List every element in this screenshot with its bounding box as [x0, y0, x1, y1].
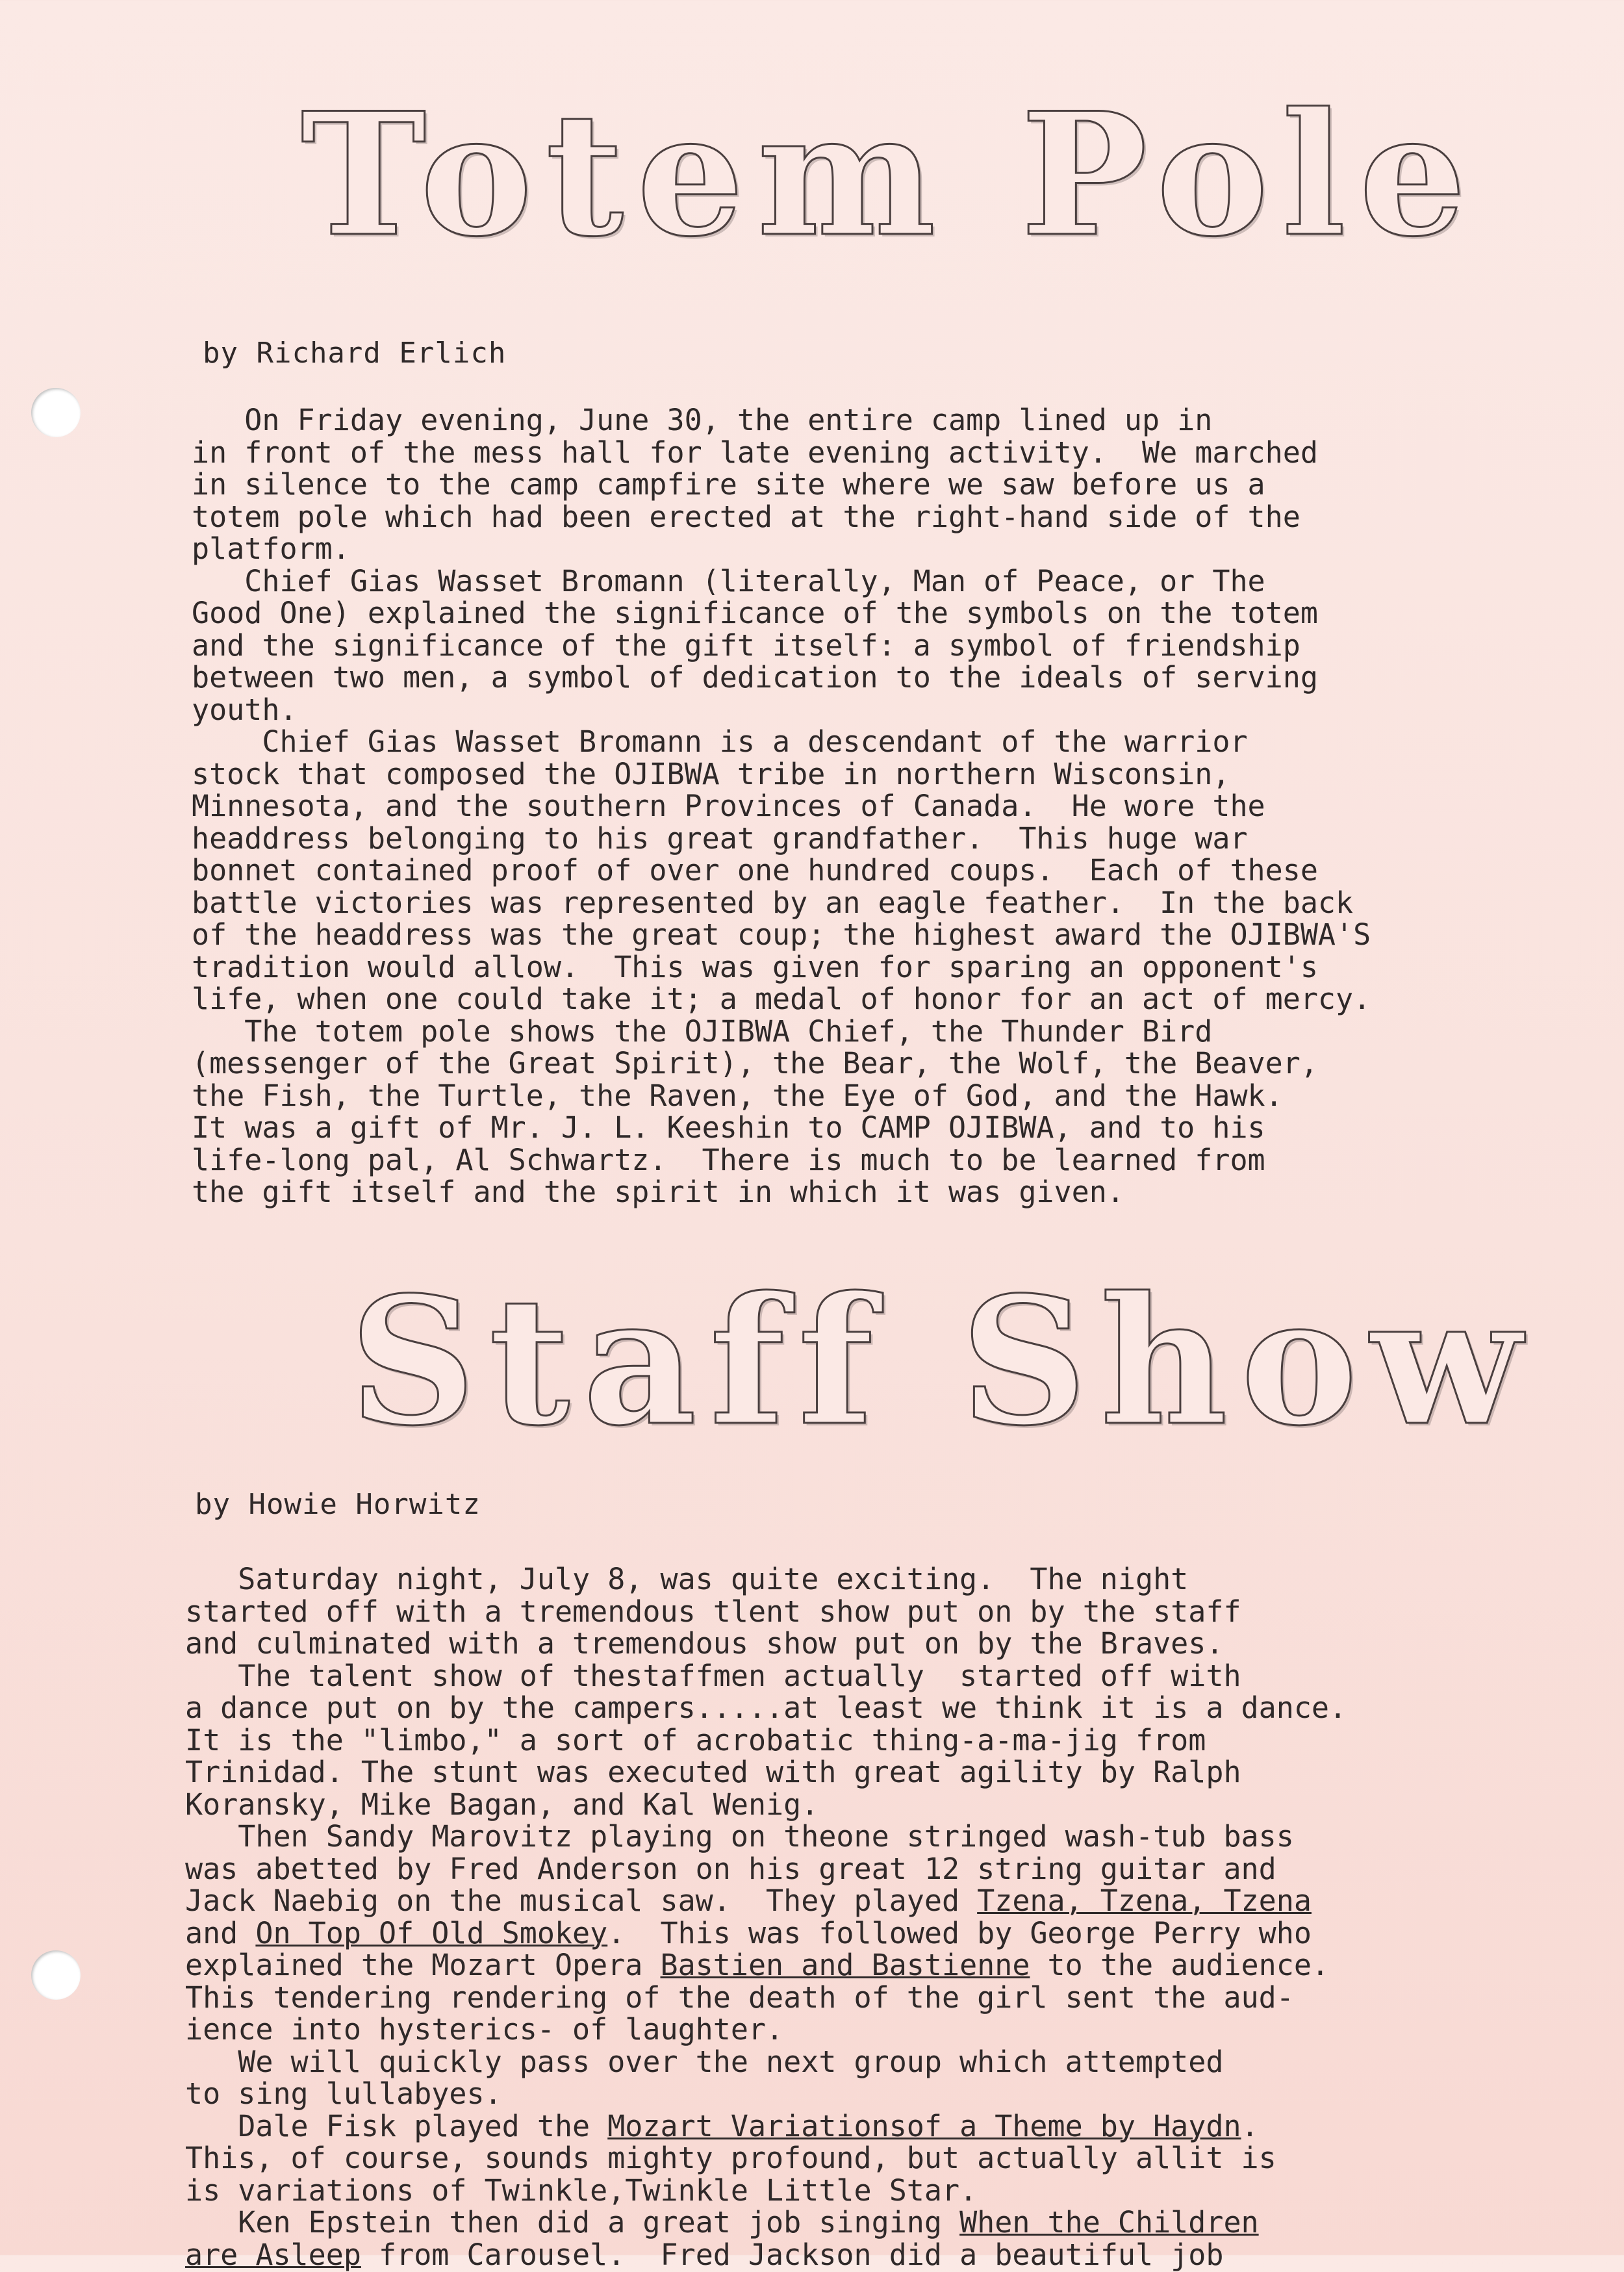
body-line: is variations of Twinkle,Twinkle Little Star. — [185, 2173, 978, 2208]
body-line: life-long pal, Al Schwartz. There is much to be learned from — [192, 1142, 1265, 1177]
body-line: and culminated with a tremendous show put on by the Braves. — [185, 1626, 1224, 1661]
body-line: totem pole which had been erected at the right-hand side of the — [192, 499, 1300, 534]
body-line: It was a gift of Mr. J. L. Keeshin to CAMP OJIBWA, and to his — [192, 1110, 1265, 1145]
body-line: Minnesota, and the southern Provinces of Canada. He wore the — [192, 789, 1265, 823]
body-line: life, when one could take it; a medal of honor for an act of mercy. — [192, 982, 1371, 1016]
text-run: Jack Naebig on the musical saw. They played — [185, 1883, 978, 1918]
totem-pole-byline: by Richard Erlich — [203, 337, 507, 370]
body-line: (messenger of the Great Spirit), the Bear, the Wolf, the Beaver, — [192, 1046, 1318, 1080]
body-line: and the significance of the gift itself: a symbol of friendship — [192, 628, 1300, 663]
staff-show-headline: Staff Show — [349, 1258, 1535, 1464]
text-run: Dale Fisk played the — [185, 2108, 608, 2143]
punch-hole-top — [31, 388, 81, 437]
body-line: Good One) explained the significance of the symbols on the totem — [192, 596, 1318, 630]
body-line: The totem pole shows the OJIBWA Chief, the Thunder Bird — [192, 1014, 1213, 1049]
body-line — [185, 2239, 1478, 2271]
body-line — [185, 2110, 1478, 2143]
piece-title: Mozart Variationsof a Theme by Haydn — [607, 2108, 1241, 2143]
body-line: bonnet contained proof of over one hundred coups. Each of these — [192, 853, 1318, 887]
body-line: to sing lullabyes. — [185, 2076, 502, 2111]
body-line: between two men, a symbol of dedication to the ideals of serving — [192, 660, 1318, 695]
body-line: of the headdress was the great coup; the highest award the OJIBWA'S — [192, 917, 1371, 952]
body-line: Trinidad. The stunt was executed with great agility by Ralph — [185, 1755, 1241, 1789]
text-run: . This was followed by George Perry who — [607, 1915, 1312, 1950]
body-line — [185, 1949, 1478, 1982]
body-line: youth. — [192, 692, 298, 727]
song-title: On Top Of Old Smokey — [255, 1915, 608, 1950]
staff-show-byline: by Howie Horwitz — [195, 1488, 481, 1521]
text-run: from Carousel. Fred Jackson did a beautiful job — [361, 2237, 1224, 2272]
text-run: Ken Epstein then did a great job singing — [185, 2205, 960, 2240]
body-line: in silence to the camp campfire site where we saw before us a — [192, 467, 1265, 502]
punch-hole-bottom — [31, 1950, 81, 2000]
body-line: Chief Gias Wasset Bromann is a descendant of the warrior — [192, 724, 1248, 759]
staff-show-body — [185, 1563, 1478, 2271]
opera-title: Bastien and Bastienne — [660, 1948, 1030, 1982]
song-title: Tzena, Tzena, Tzena — [977, 1883, 1312, 1918]
body-line: tradition would allow. This was given for sparing an opponent's — [192, 949, 1318, 984]
totem-pole-body — [192, 404, 1484, 1208]
body-line: Then Sandy Marovitz playing on theone stringed wash-tub bass — [185, 1819, 1294, 1854]
body-line: Saturday night, July 8, was quite exciting. The night — [185, 1562, 1189, 1596]
totem-pole-headline: Totem Pole — [300, 76, 1480, 274]
body-line: This, of course, sounds mighty profound, but actually allit is — [185, 2141, 1276, 2175]
body-line: We will quickly pass over the next group which attempted — [185, 2044, 1224, 2079]
body-line: in front of the mess hall for late evening activity. We marched — [192, 435, 1318, 470]
body-line: platform. — [192, 531, 350, 566]
body-line — [185, 1917, 1478, 1950]
body-line: was abetted by Fred Anderson on his great 12 string guitar and — [185, 1851, 1276, 1886]
text-run: . — [1241, 2108, 1259, 2143]
body-line: It is the "limbo," a sort of acrobatic thing-a-ma-jig from — [185, 1722, 1206, 1757]
body-line: battle victories was represented by an eagle feather. In the back — [192, 885, 1354, 920]
body-line: a dance put on by the campers.....at least we think it is a dance. — [185, 1691, 1347, 1725]
body-line: the Fish, the Turtle, the Raven, the Eye of God, and the Hawk. — [192, 1078, 1283, 1113]
body-line: ience into hysterics- of laughter. — [185, 2012, 784, 2047]
body-line: the gift itself and the spirit in which it was given. — [192, 1175, 1124, 1209]
body-line: Koransky, Mike Bagan, and Kal Wenig. — [185, 1787, 819, 1822]
text-run: and — [185, 1915, 256, 1950]
body-line: started off with a tremendous tlent show put on by the staff — [185, 1594, 1241, 1629]
body-line: stock that composed the OJIBWA tribe in northern Wisconsin, — [192, 756, 1230, 791]
body-line — [185, 1885, 1478, 1917]
text-run: explained the Mozart Opera — [185, 1948, 661, 1982]
body-line: This tendering rendering of the death of the girl sent the aud- — [185, 1980, 1294, 2015]
body-line: On Friday evening, June 30, the entire camp lined up in — [192, 403, 1213, 437]
body-line — [185, 2206, 1478, 2239]
song-title: are Asleep — [185, 2237, 361, 2272]
body-line: headdress belonging to his great grandfather. This huge war — [192, 821, 1248, 856]
song-title: When the Children — [959, 2205, 1259, 2240]
body-line: Chief Gias Wasset Bromann (literally, Man of Peace, or The — [192, 563, 1265, 598]
body-line: The talent show of thestaffmen actually started off with — [185, 1658, 1241, 1693]
text-run: to the audience. — [1030, 1948, 1330, 1982]
